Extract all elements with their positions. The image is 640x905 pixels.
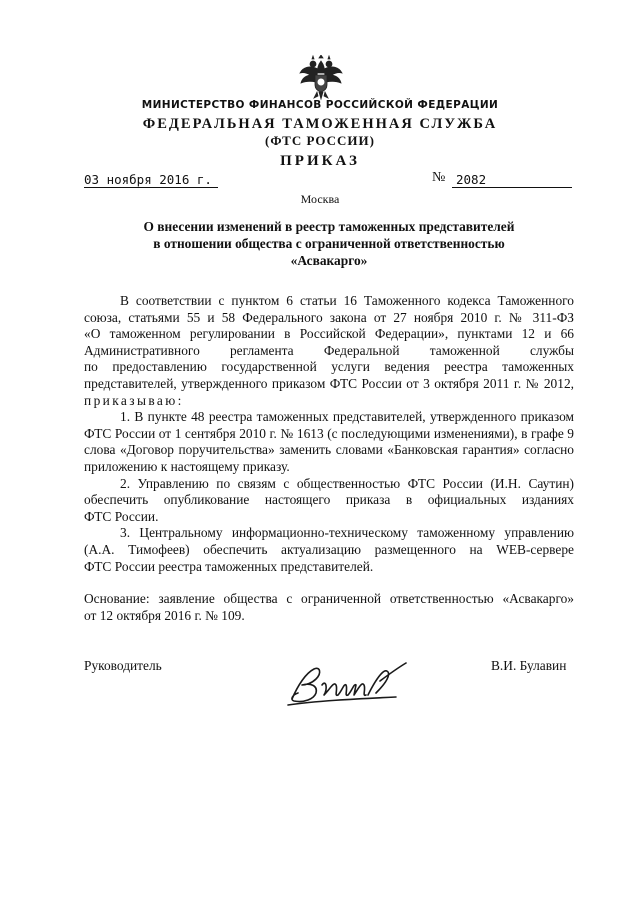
city: Москва	[300, 192, 340, 206]
handwritten-signature	[284, 655, 414, 711]
item-1-line: приложению к настоящему приказу.	[84, 458, 290, 474]
signatory-position: Руководитель	[84, 658, 162, 673]
preamble-line: Административного регламента Федеральной таможенной службы	[84, 342, 574, 358]
coat-of-arms-emblem	[298, 55, 344, 101]
service-name: ФЕДЕРАЛЬНАЯ ТАМОЖЕННАЯ СЛУЖБА	[142, 116, 498, 132]
preamble-line: союза, статьями 55 и 58 Федерального закона от 27 ноября 2010 г. № 311-ФЗ	[84, 309, 574, 325]
order-word: приказываю:	[84, 392, 184, 408]
document-type: ПРИКАЗ	[280, 153, 360, 169]
item-1-line: ФТС России от 1 сентября 2010 г. № 1613 (с последующими изменениями), в графе 9	[84, 425, 574, 441]
item-3-line: 3. Центральному информационно-техническому таможенному управлению	[120, 525, 574, 541]
ministry-name: МИНИСТЕРСТВО ФИНАНСОВ РОССИЙСКОЙ ФЕДЕРАЦИИ	[141, 99, 499, 111]
order-title	[84, 218, 574, 269]
item-3-line: (А.А. Тимофеев) обеспечить актуализацию размещенного на WEB-сервере	[84, 541, 574, 557]
item-2-line: 2. Управлению по связям с общественностью ФТС России (И.Н. Саутин)	[120, 475, 574, 491]
preamble-line: представителей, утвержденного приказом ФТС России от 3 октября 2011 г. № 2012,	[84, 375, 574, 391]
order-date: 03 ноября 2016 г.	[84, 172, 218, 188]
basis-line: Основание: заявление общества с ограниченной ответственностью «Асвакарго»	[84, 591, 574, 607]
item-2-line: обеспечить опубликование настоящего приказа в официальных изданиях	[84, 492, 574, 508]
preamble-line: по предоставлению государственной услуги ведения реестра таможенных	[84, 359, 574, 375]
spacer	[84, 575, 574, 591]
preamble-line: «О таможенном регулировании в Российской Федерации», пунктами 12 и 66	[84, 326, 574, 342]
order-number-label: №	[432, 170, 446, 185]
order-body	[84, 293, 574, 624]
title-line: «Асвакарго»	[290, 253, 368, 268]
item-1-line: 1. В пункте 48 реестра таможенных представителей, утвержденного приказом	[120, 409, 574, 425]
item-2-line: ФТС России.	[84, 508, 159, 524]
title-line: О внесении изменений в реестр таможенных представителей	[143, 219, 515, 234]
preamble-line: В соответствии с пунктом 6 статьи 16 Таможенного кодекса Таможенного	[120, 293, 574, 308]
item-3-line: ФТС России реестра таможенных представителей.	[84, 558, 374, 574]
basis-line: от 12 октября 2016 г. № 109.	[84, 607, 245, 623]
service-abbreviation: (ФТС РОССИИ)	[265, 133, 375, 148]
title-line: в отношении общества с ограниченной ответственностью	[153, 236, 505, 251]
order-number: 2082	[452, 172, 572, 188]
signatory-name: В.И. Булавин	[491, 658, 567, 673]
item-1-line: слова «Договор поручительства» заменить словами «Банковская гарантия» согласно	[84, 442, 574, 458]
